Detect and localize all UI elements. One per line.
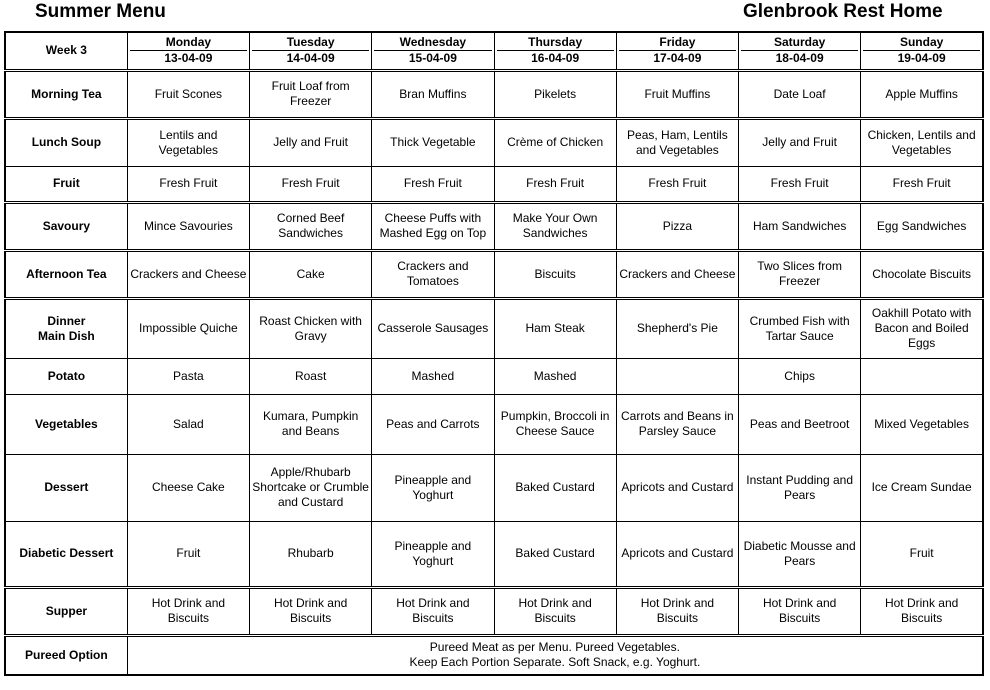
row-label: Afternoon Tea [5,250,127,298]
menu-cell: Peas and Beetroot [739,394,861,454]
menu-cell: Hot Drink and Biscuits [616,587,738,635]
row-label: Supper [5,587,127,635]
menu-cell: Hot Drink and Biscuits [861,587,983,635]
week-label: Week 3 [5,32,127,70]
day-header-sunday [861,32,983,70]
row-morning-tea [5,70,983,118]
menu-cell: Pikelets [494,70,616,118]
menu-cell: Pumpkin, Broccoli in Cheese Sauce [494,394,616,454]
row-label: Diabetic Dessert [5,521,127,587]
menu-cell [616,358,738,394]
day-header-wednesday [372,32,494,70]
menu-cell: Mixed Vegetables [861,394,983,454]
menu-cell: Ham Steak [494,298,616,358]
pureed-note-line: Pureed Meat as per Menu. Pureed Vegetables. [429,640,680,655]
menu-cell: Thick Vegetable [372,118,494,166]
menu-cell: Egg Sandwiches [861,202,983,250]
menu-cell: Diabetic Mousse and Pears [739,521,861,587]
row-label: Vegetables [5,394,127,454]
day-header-thursday [494,32,616,70]
menu-cell: Rhubarb [250,521,372,587]
menu-cell: Hot Drink and Biscuits [127,587,249,635]
menu-cell: Cheese Cake [127,454,249,521]
menu-cell: Fruit Scones [127,70,249,118]
menu-cell: Fresh Fruit [250,166,372,202]
row-potato [5,358,983,394]
row-label: Dessert [5,454,127,521]
facility-name: Glenbrook Rest Home [743,1,943,22]
day-header-monday [127,32,249,70]
day-name: Sunday [863,35,980,51]
menu-cell: Pizza [616,202,738,250]
menu-cell: Corned Beef Sandwiches [250,202,372,250]
menu-cell: Ham Sandwiches [739,202,861,250]
row-label: Lunch Soup [5,118,127,166]
menu-cell: Chips [739,358,861,394]
menu-cell: Baked Custard [494,521,616,587]
day-name: Thursday [497,35,614,51]
menu-cell: Roast [250,358,372,394]
menu-cell: Fresh Fruit [372,166,494,202]
menu-cell: Salad [127,394,249,454]
day-date: 13-04-09 [164,51,213,66]
day-name: Tuesday [252,35,369,51]
menu-cell: Biscuits [494,250,616,298]
menu-cell: Roast Chicken with Gravy [250,298,372,358]
day-date: 15-04-09 [408,51,457,66]
day-date: 14-04-09 [286,51,335,66]
menu-cell: Apricots and Custard [616,521,738,587]
menu-cell [861,358,983,394]
menu-cell: Fruit Loaf from Freezer [250,70,372,118]
menu-cell: Fresh Fruit [861,166,983,202]
menu-cell: Date Loaf [739,70,861,118]
menu-cell: Chocolate Biscuits [861,250,983,298]
menu-cell: Lentils and Vegetables [127,118,249,166]
menu-title: Summer Menu [35,1,166,22]
menu-cell: Crackers and Cheese [127,250,249,298]
row-dessert [5,454,983,521]
row-dinner-main-dish [5,298,983,358]
row-label: Potato [5,358,127,394]
menu-cell: Shepherd's Pie [616,298,738,358]
menu-cell: Hot Drink and Biscuits [739,587,861,635]
menu-cell: Jelly and Fruit [739,118,861,166]
day-date: 18-04-09 [775,51,824,66]
day-date: 17-04-09 [653,51,702,66]
menu-cell: Fresh Fruit [739,166,861,202]
day-name: Wednesday [374,35,491,51]
menu-cell: Impossible Quiche [127,298,249,358]
menu-cell: Instant Pudding and Pears [739,454,861,521]
day-name: Friday [619,35,736,51]
row-vegetables [5,394,983,454]
row-label: Savoury [5,202,127,250]
menu-cell: Fresh Fruit [127,166,249,202]
menu-cell: Two Slices from Freezer [739,250,861,298]
menu-cell: Fruit [861,521,983,587]
menu-cell: Ice Cream Sundae [861,454,983,521]
pureed-note [127,635,983,675]
menu-cell: Chicken, Lentils and Vegetables [861,118,983,166]
menu-cell: Pineapple and Yoghurt [372,521,494,587]
menu-cell: Peas and Carrots [372,394,494,454]
menu-cell: Mince Savouries [127,202,249,250]
menu-cell: Oakhill Potato with Bacon and Boiled Eggs [861,298,983,358]
row-label [5,298,127,358]
menu-cell: Hot Drink and Biscuits [372,587,494,635]
day-header-saturday [739,32,861,70]
row-label-line: Dinner [47,313,86,328]
menu-cell: Fresh Fruit [494,166,616,202]
menu-cell: Baked Custard [494,454,616,521]
menu-cell: Cheese Puffs with Mashed Egg on Top [372,202,494,250]
row-lunch-soup [5,118,983,166]
menu-cell: Apple Muffins [861,70,983,118]
menu-cell: Hot Drink and Biscuits [250,587,372,635]
menu-cell: Apricots and Custard [616,454,738,521]
row-label-line: Main Dish [38,328,95,343]
row-pureed-option [5,635,983,675]
row-supper [5,587,983,635]
day-name: Monday [130,35,247,51]
row-label: Morning Tea [5,70,127,118]
menu-cell: Fruit Muffins [616,70,738,118]
day-header-tuesday [250,32,372,70]
menu-table [4,31,984,676]
row-fruit [5,166,983,202]
row-diabetic-dessert [5,521,983,587]
menu-cell: Peas, Ham, Lentils and Vegetables [616,118,738,166]
menu-cell: Pineapple and Yoghurt [372,454,494,521]
menu-cell: Crackers and Tomatoes [372,250,494,298]
menu-cell: Carrots and Beans in Parsley Sauce [616,394,738,454]
menu-cell: Mashed [494,358,616,394]
menu-cell: Fresh Fruit [616,166,738,202]
day-date: 19-04-09 [897,51,946,66]
menu-cell: Crème of Chicken [494,118,616,166]
day-header-friday [616,32,738,70]
menu-cell: Cake [250,250,372,298]
menu-cell: Crumbed Fish with Tartar Sauce [739,298,861,358]
menu-cell: Kumara, Pumpkin and Beans [250,394,372,454]
row-label: Pureed Option [5,635,127,675]
row-savoury [5,202,983,250]
header-row [5,32,983,70]
menu-cell: Casserole Sausages [372,298,494,358]
menu-cell: Fruit [127,521,249,587]
row-afternoon-tea [5,250,983,298]
pureed-note-line: Keep Each Portion Separate. Soft Snack, e.g. Yoghurt. [409,655,701,670]
menu-cell: Make Your Own Sandwiches [494,202,616,250]
menu-cell: Apple/Rhubarb Shortcake or Crumble and Custard [250,454,372,521]
day-name: Saturday [741,35,858,51]
menu-cell: Jelly and Fruit [250,118,372,166]
menu-cell: Crackers and Cheese [616,250,738,298]
menu-cell: Mashed [372,358,494,394]
row-label: Fruit [5,166,127,202]
menu-cell: Bran Muffins [372,70,494,118]
menu-cell: Pasta [127,358,249,394]
menu-cell: Hot Drink and Biscuits [494,587,616,635]
day-date: 16-04-09 [531,51,580,66]
